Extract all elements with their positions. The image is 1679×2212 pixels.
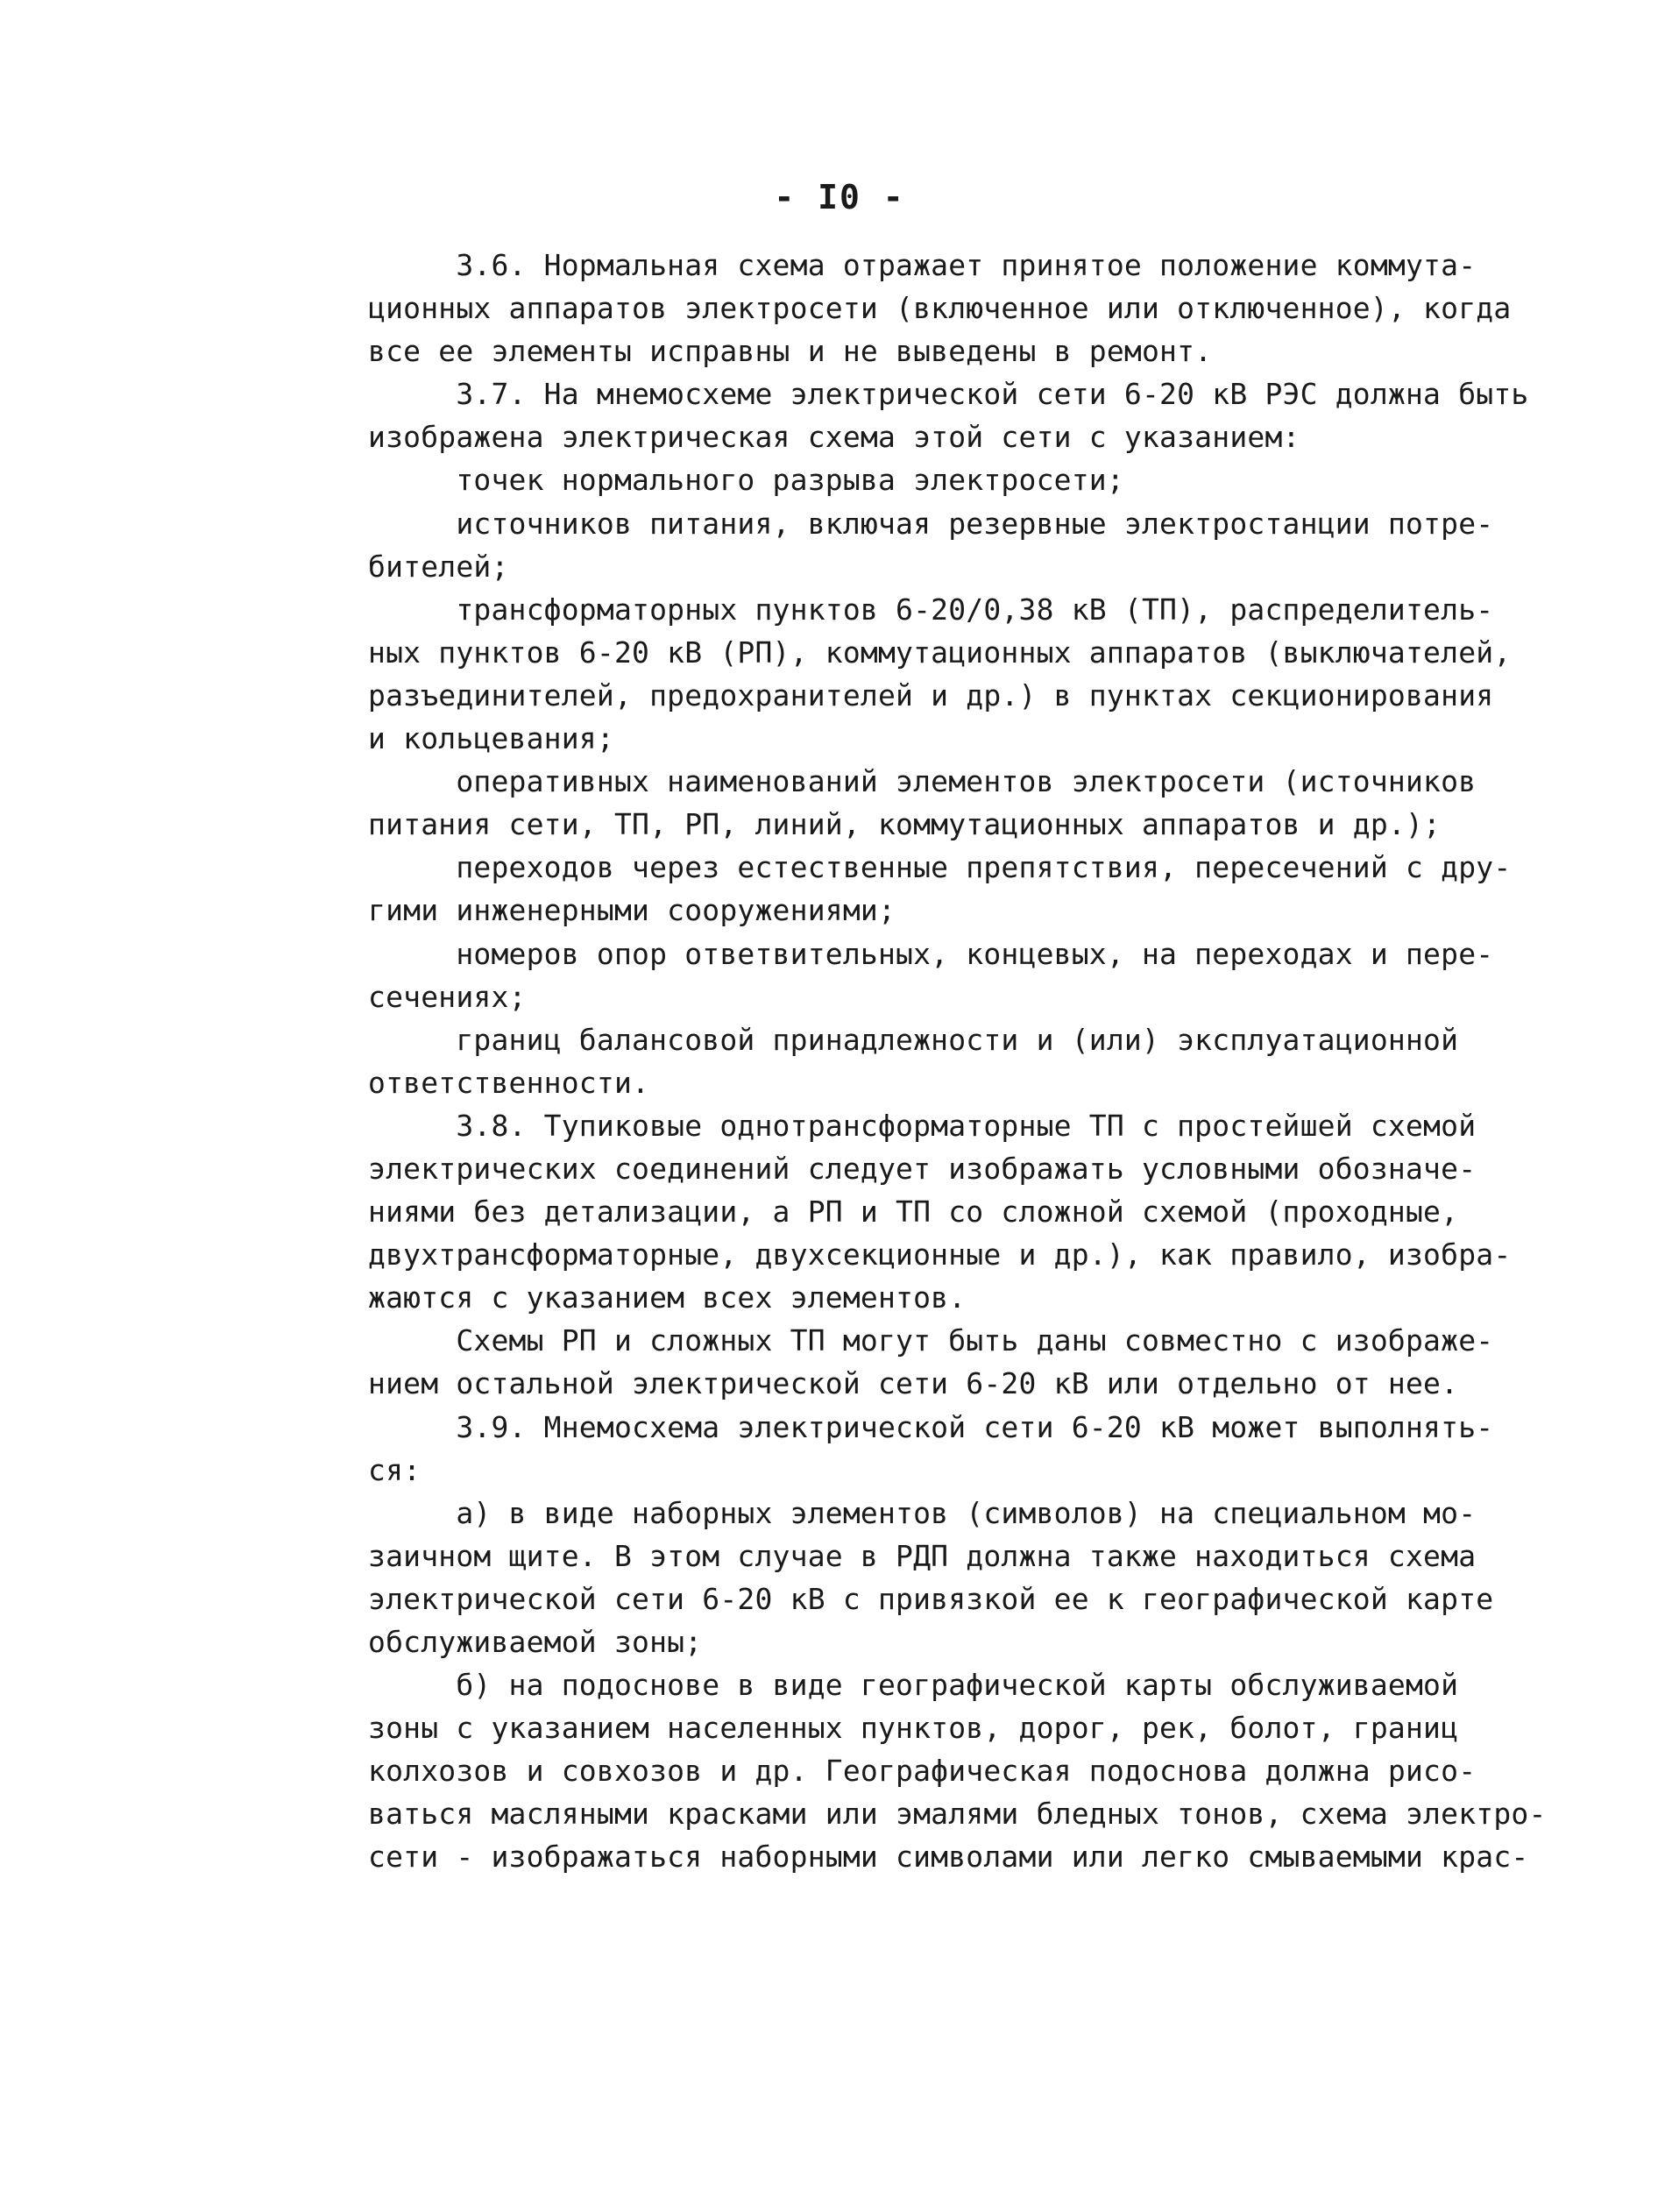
text-line: зоны с указанием населенных пунктов, дорог, рек, болот, границ: [368, 1711, 1459, 1746]
text-line: 3.8. Тупиковые однотрансформаторные ТП с простейшей схемой: [368, 1108, 1477, 1143]
text-line: питания сети, ТП, РП, линий, коммутационных аппаратов и др.);: [368, 807, 1442, 842]
text-line: обслуживаемой зоны;: [368, 1625, 703, 1659]
text-line: разъединителей, предохранителей и др.) в пунктах секционирования: [368, 677, 1494, 713]
text-line: ционных аппаратов электросети (включенное или отключенное), когда: [368, 291, 1512, 326]
text-line: сети - изображаться наборными символами или легко смываемыми крас-: [368, 1840, 1529, 1875]
text-line: точек нормального разрыва электросети;: [368, 463, 1124, 498]
text-line: ся:: [368, 1452, 422, 1487]
text-line: электрической сети 6-20 кВ с привязкой ее к географической карте: [368, 1581, 1494, 1616]
text-line: ваться масляными красками или эмалями бледных тонов, схема электро-: [368, 1797, 1547, 1832]
text-line: границ балансовой принадлежности и (или) эксплуатационной: [368, 1022, 1459, 1057]
text-line: б) на подоснове в виде географической карты обслуживаемой: [368, 1668, 1459, 1703]
text-line: жаются с указанием всех элементов.: [368, 1280, 967, 1315]
text-line: электрических соединений следует изображать условными обозначе-: [368, 1151, 1477, 1186]
text-line: источников питания, включая резервные электростанции потре-: [368, 506, 1494, 541]
text-line: сечениях;: [368, 979, 527, 1014]
text-line: номеров опор ответвительных, концевых, на переходах и пере-: [368, 936, 1494, 971]
body-text: [368, 244, 1547, 1879]
text-line: бителей;: [368, 549, 509, 584]
text-line: оперативных наименований элементов электросети (источников: [368, 764, 1477, 799]
text-line: трансформаторных пунктов 6-20/0,38 кВ (ТП), распределитель-: [368, 592, 1494, 627]
text-line: ответственности.: [368, 1065, 650, 1100]
text-line: двухтрансформаторные, двухсекционные и др.), как правило, изобра-: [368, 1237, 1512, 1273]
text-line: 3.7. На мнемосхеме электрической сети 6-20 кВ РЭС должна быть: [368, 377, 1529, 412]
text-line: ниями без детализации, а РП и ТП со сложной схемой (проходные,: [368, 1195, 1459, 1230]
page-number: - I0 -: [774, 178, 905, 216]
text-line: гими инженерными сооружениями;: [368, 893, 896, 928]
text-line: заичном щите. В этом случае в РДП должна также находиться схема: [368, 1538, 1477, 1573]
text-line: колхозов и совхозов и др. Географическая подоснова должна рисо-: [368, 1754, 1477, 1789]
text-line: изображена электрическая схема этой сети с указанием:: [368, 420, 1300, 455]
text-line: 3.6. Нормальная схема отражает принятое положение коммута-: [368, 248, 1477, 282]
text-line: 3.9. Мнемосхема электрической сети 6-20 кВ может выполнять-: [368, 1409, 1494, 1444]
text-line: и кольцевания;: [368, 721, 614, 756]
text-line: ных пунктов 6-20 кВ (РП), коммутационных аппаратов (выключателей,: [368, 635, 1512, 670]
text-line: Схемы РП и сложных ТП могут быть даны совместно с изображе-: [368, 1323, 1494, 1358]
text-line: а) в виде наборных элементов (символов) на специальном мо-: [368, 1495, 1477, 1530]
text-line: все ее элементы исправны и не выведены в ремонт.: [368, 334, 1213, 369]
text-line: нием остальной электрической сети 6-20 кВ или отдельно от нее.: [368, 1366, 1459, 1401]
text-line: переходов через естественные препятствия, пересечений с дру-: [368, 850, 1512, 885]
